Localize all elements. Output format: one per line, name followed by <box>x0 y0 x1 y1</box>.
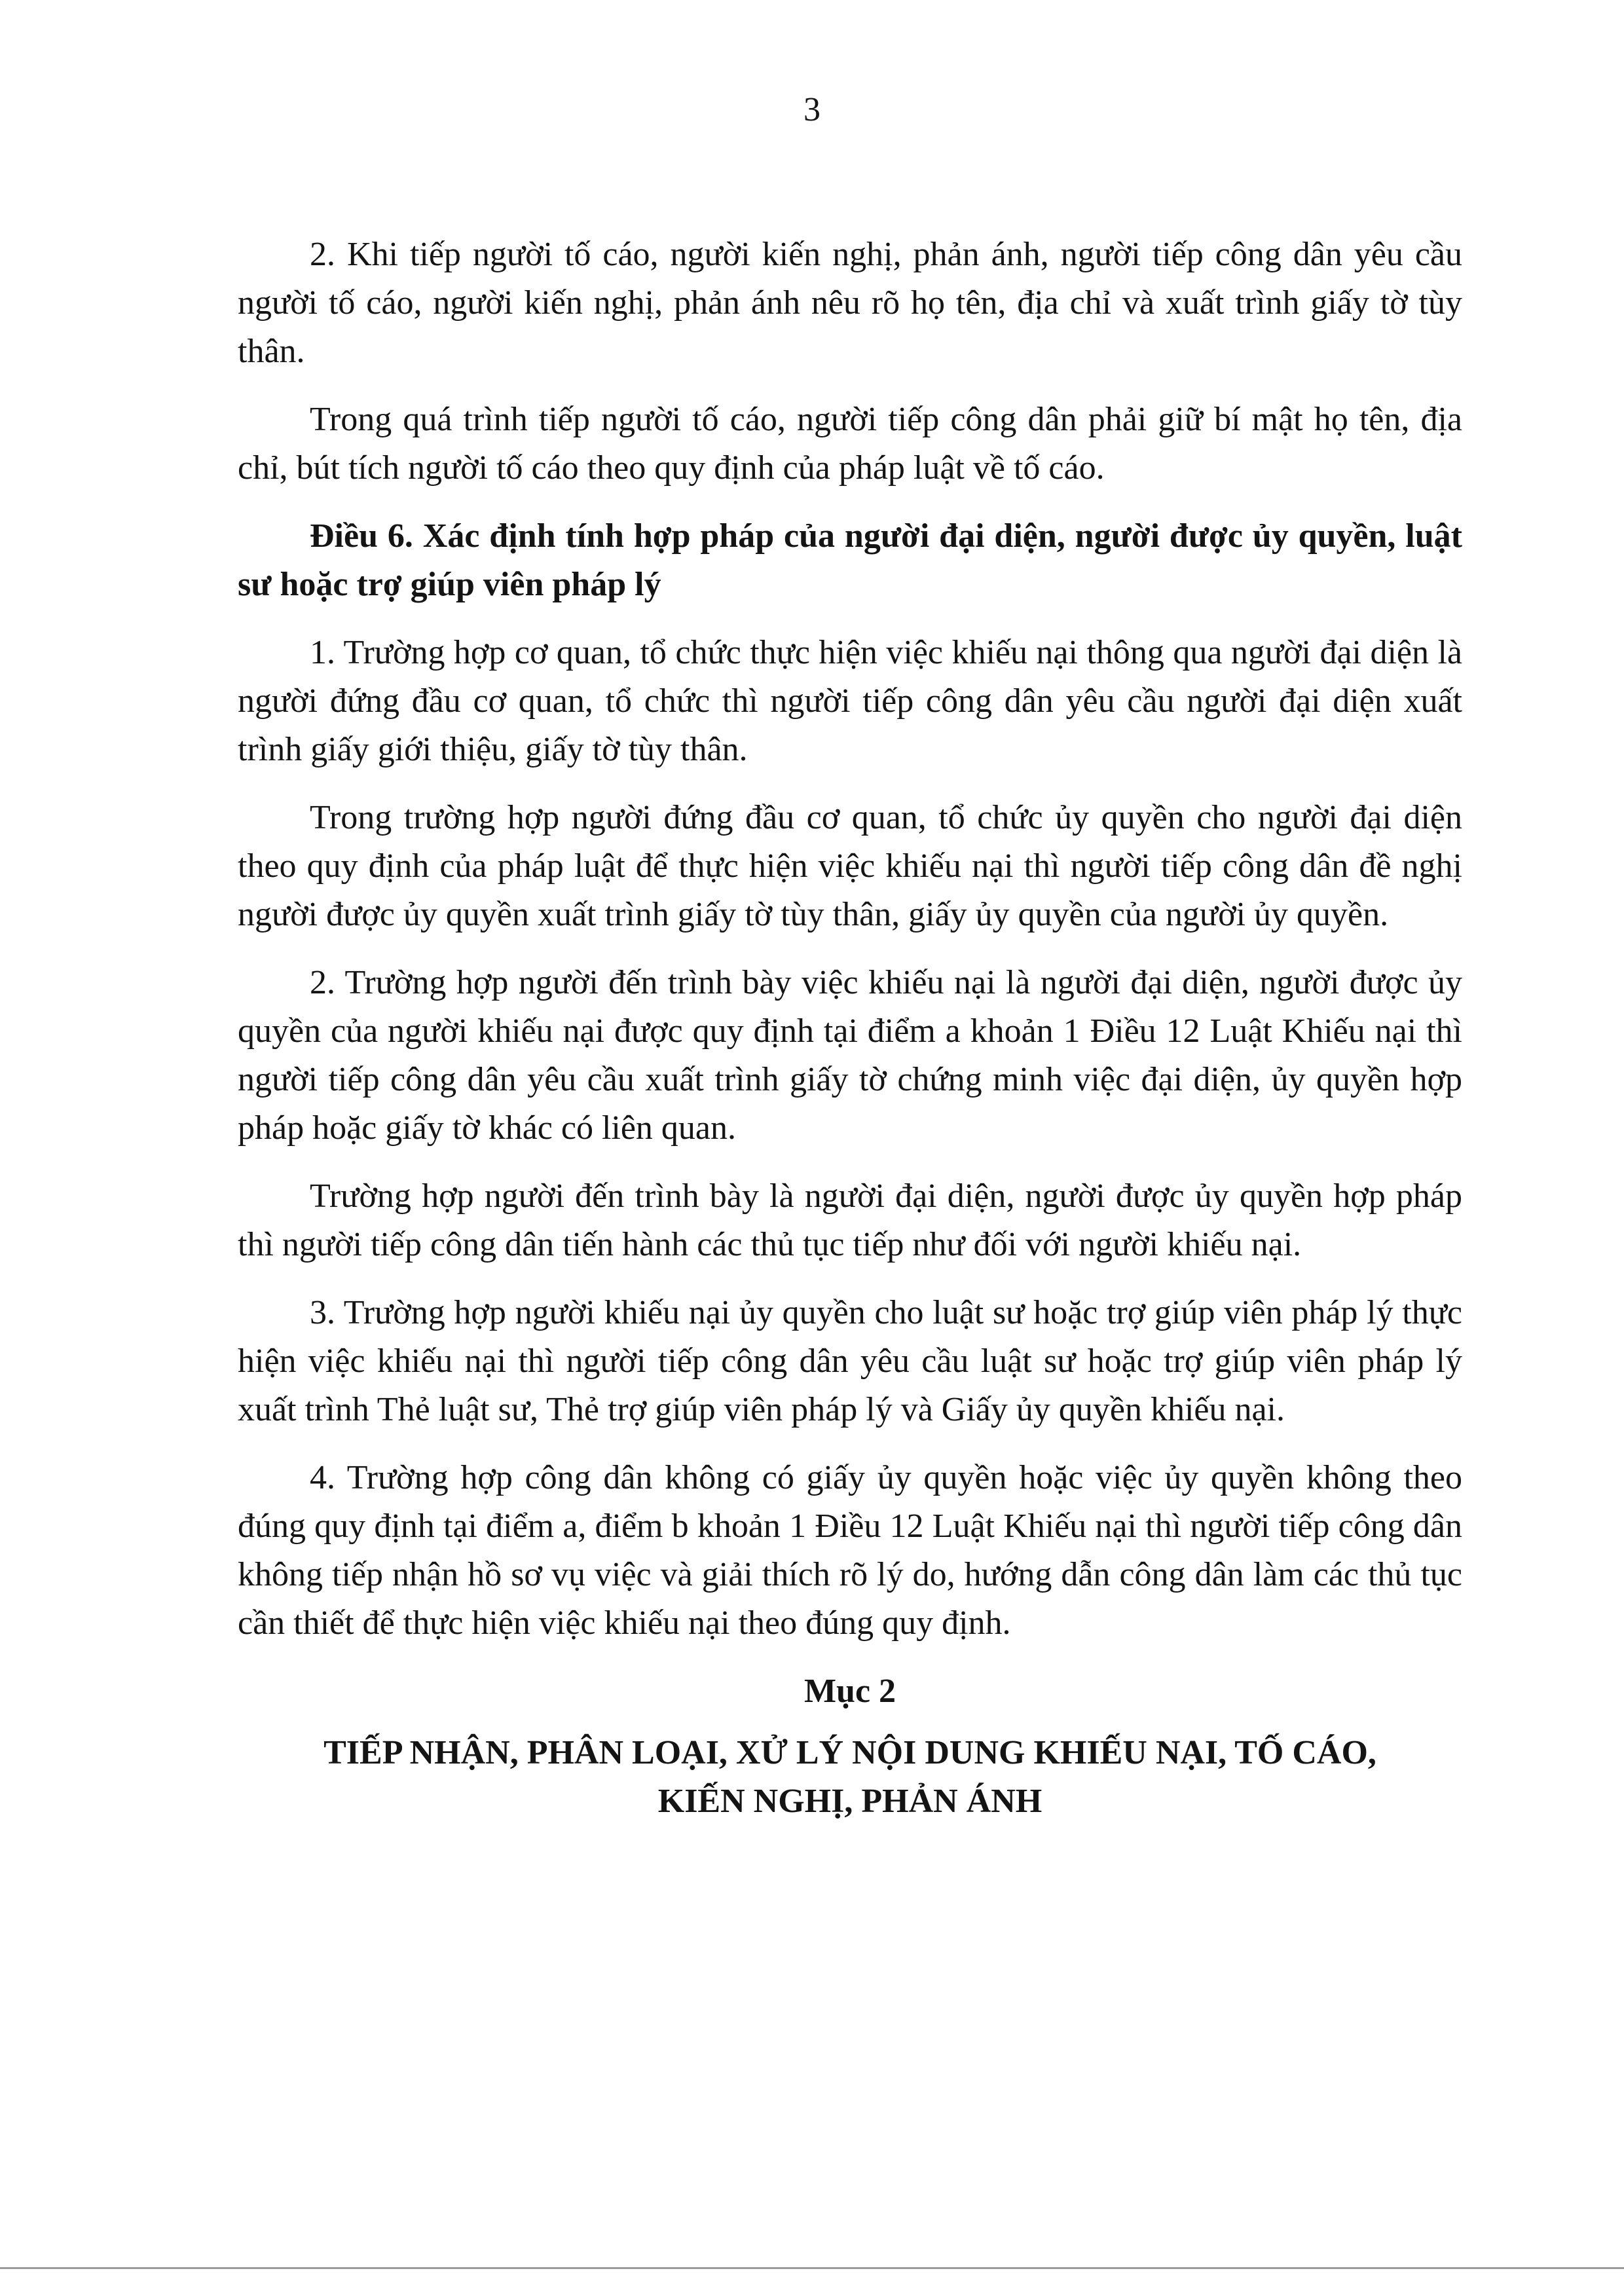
article-6-clause-1: 1. Trường hợp cơ quan, tổ chức thực hiện việc khiếu nại thông qua người đại diện là người đứng đầu cơ quan, tổ chức thì người tiếp công dân yêu cầu người đại diện xuất trình giấy giới thiệu, giấy tờ tùy thân. <box>238 634 1462 768</box>
article-6-title: Điều 6. Xác định tính hợp pháp của người đại diện, người được ủy quyền, luật sư hoặc trợ giúp viên pháp lý <box>238 517 1462 603</box>
bottom-scan-edge <box>0 2267 1624 2269</box>
paragraph-citizen-reception-identification: 2. Khi tiếp người tố cáo, người kiến nghị, phản ánh, người tiếp công dân yêu cầu người tố cáo, người kiến nghị, phản ánh nêu rõ họ tên, địa chỉ và xuất trình giấy tờ tùy thân. <box>238 236 1462 370</box>
article-6-clause-4: 4. Trường hợp công dân không có giấy ủy quyền hoặc việc ủy quyền không theo đúng quy định tại điểm a, điểm b khoản 1 Điều 12 Luật Khiếu nại thì người tiếp công dân không tiếp nhận hồ sơ vụ việc và giải thích rõ lý do, hướng dẫn công dân làm các thủ tục cần thiết để thực hiện việc khiếu nại theo đúng quy định. <box>238 1459 1462 1642</box>
page-number: 3 <box>803 91 821 128</box>
article-6-clause-2-continued: Trường hợp người đến trình bày là người đại diện, người được ủy quyền hợp pháp thì người tiếp công dân tiến hành các thủ tục tiếp như đối với người khiếu nại. <box>238 1177 1462 1263</box>
section-title: TIẾP NHẬN, PHÂN LOẠI, XỬ LÝ NỘI DUNG KHIẾU NẠI, TỐ CÁO, KIẾN NGHỊ, PHẢN ÁNH <box>323 1734 1376 1820</box>
article-6-clause-3: 3. Trường hợp người khiếu nại ủy quyền cho luật sư hoặc trợ giúp viên pháp lý thực hiện việc khiếu nại thì người tiếp công dân yêu cầu luật sư hoặc trợ giúp viên pháp lý xuất trình Thẻ luật sư, Thẻ trợ giúp viên pháp lý và Giấy ủy quyền khiếu nại. <box>238 1294 1462 1428</box>
article-6-clause-1-continued: Trong trường hợp người đứng đầu cơ quan, tổ chức ủy quyền cho người đại diện theo quy định của pháp luật để thực hiện việc khiếu nại thì người tiếp công dân đề nghị người được ủy quyền xuất trình giấy tờ tùy thân, giấy ủy quyền của người ủy quyền. <box>238 799 1462 933</box>
document-body <box>238 231 1462 1826</box>
section-label: Mục 2 <box>803 1673 896 1710</box>
article-6-clause-2: 2. Trường hợp người đến trình bày việc khiếu nại là người đại diện, người được ủy quyền của người khiếu nại được quy định tại điểm a khoản 1 Điều 12 Luật Khiếu nại thì người tiếp công dân yêu cầu xuất trình giấy tờ chứng minh việc đại diện, ủy quyền hợp pháp hoặc giấy tờ khác có liên quan. <box>238 964 1462 1147</box>
paragraph-confidentiality: Trong quá trình tiếp người tố cáo, người tiếp công dân phải giữ bí mật họ tên, địa chỉ, bút tích người tố cáo theo quy định của pháp luật về tố cáo. <box>238 401 1462 487</box>
